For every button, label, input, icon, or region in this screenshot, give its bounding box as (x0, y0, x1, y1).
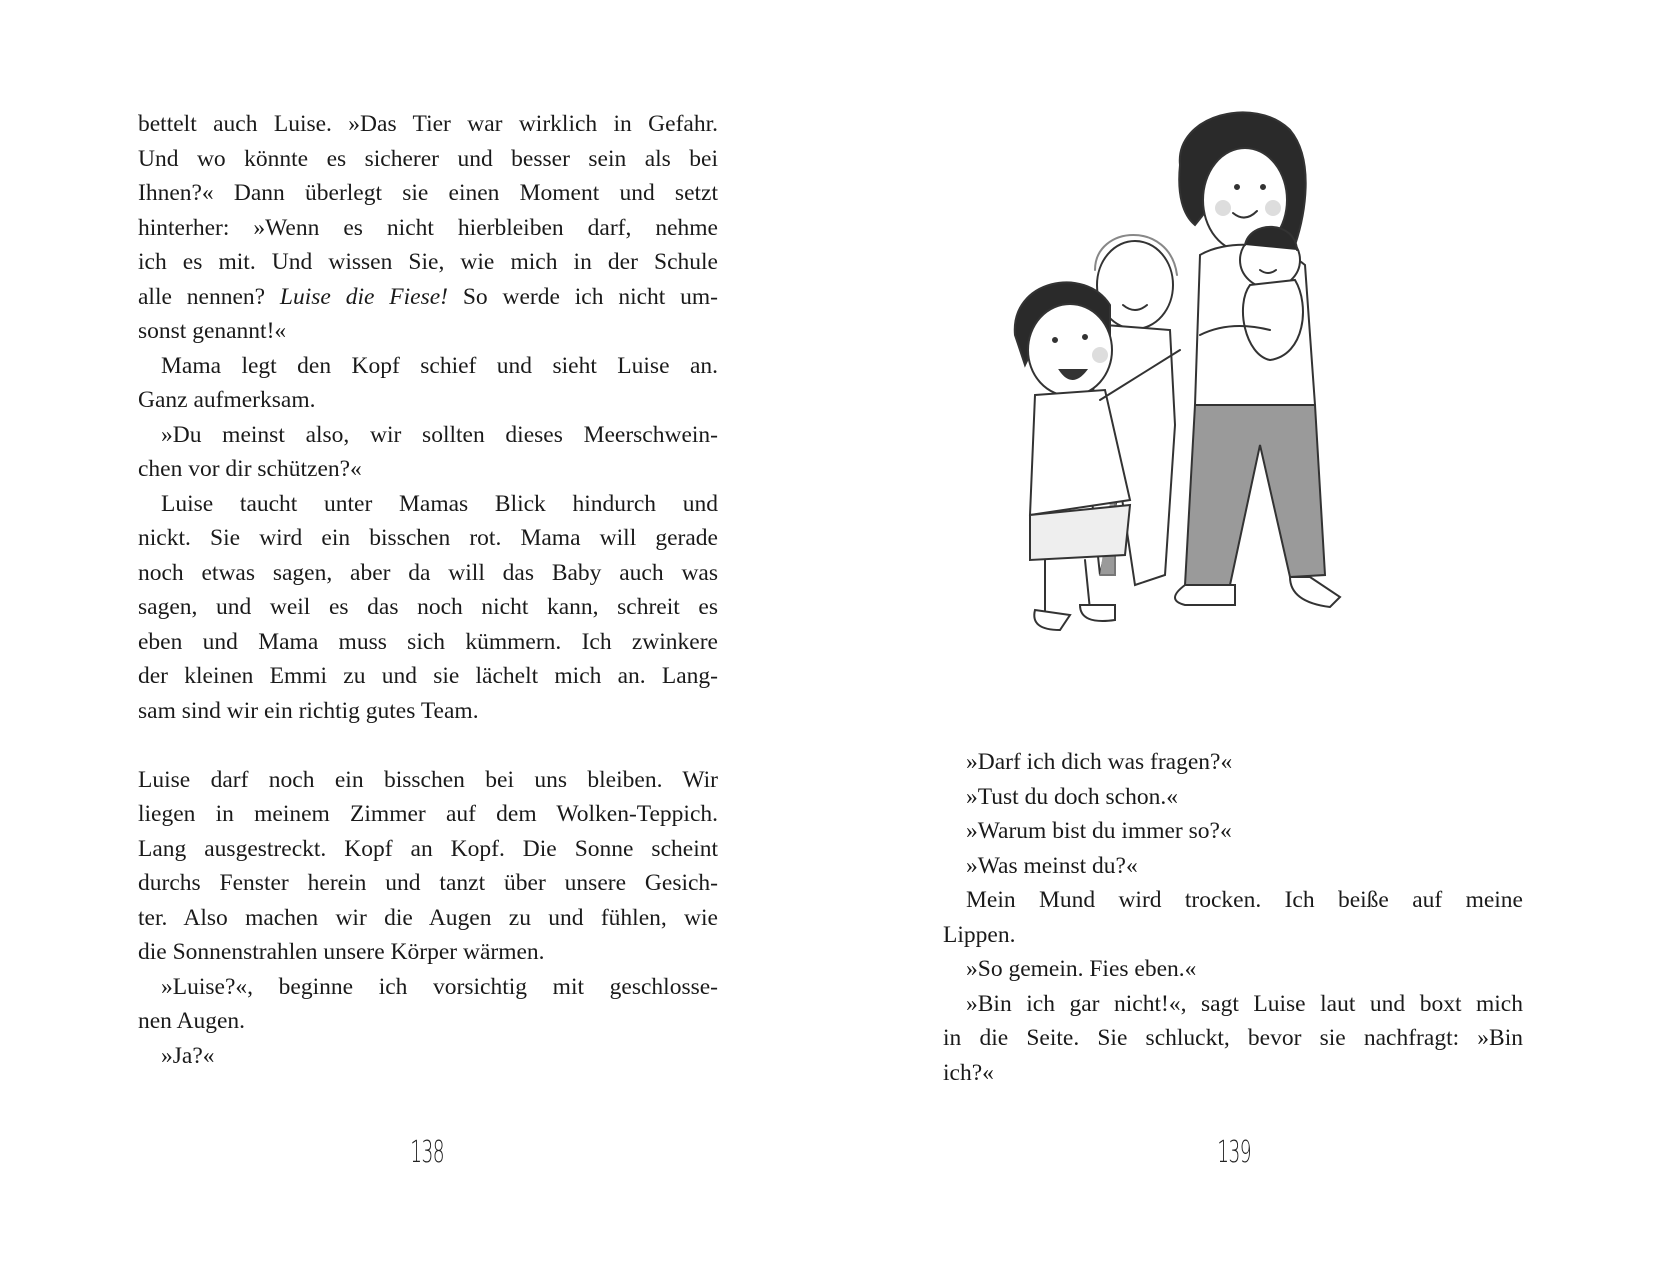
text-line: sagen, und weil es das noch nicht kann, schreit es (138, 594, 718, 620)
mother-pants (1185, 405, 1325, 585)
text-line: liegen in meinem Zimmer auf dem Wolken-Teppich. (138, 801, 718, 827)
paragraph (943, 883, 1523, 952)
text-line: durchs Fenster herein und tanzt über unsere Gesich- (138, 870, 718, 896)
text-line: eben und Mama muss sich kümmern. Ich zwinkere (138, 628, 718, 655)
text-line: der kleinen Emmi zu und sie lächelt mich an. Lang- (138, 663, 718, 689)
text-line: »Tust du doch schon.« (966, 783, 1178, 810)
text-line: Lippen. (943, 921, 1016, 948)
page-number-left: 138 (410, 1135, 444, 1170)
text-line: Ganz aufmerksam. (138, 387, 316, 413)
italic-text: Luise die Fiese! (279, 283, 448, 310)
paragraph (943, 849, 1523, 884)
text-line: in die Seite. Sie schluckt, bevor sie nachfragt: »Bin (943, 1025, 1523, 1051)
text-segment: alle nennen? (138, 283, 280, 310)
paragraph (138, 349, 718, 418)
text-line: Luise taucht unter Mamas Blick hindurch und (161, 490, 718, 517)
paragraph (138, 1039, 718, 1074)
text-line: ich?« (943, 1059, 994, 1086)
text-line: nen Augen. (138, 1008, 246, 1034)
paragraph (943, 780, 1523, 815)
paragraph (943, 952, 1523, 987)
text-line: »So gemein. Fies eben.« (966, 956, 1197, 982)
text-line: Und wo könnte es sicherer und besser sein als bei (138, 145, 718, 172)
text-line: hinterher: »Wenn es nicht hierbleiben darf, nehme (138, 214, 718, 241)
child-front-shorts (1030, 505, 1130, 560)
text-line: nickt. Sie wird ein bisschen rot. Mama will gerade (138, 525, 718, 551)
text-line: noch etwas sagen, aber da will das Baby auch was (138, 559, 718, 586)
text-line: chen vor dir schützen?« (138, 456, 362, 482)
paragraph (138, 763, 718, 970)
text-line: »Du meinst also, wir sollten dieses Meerschwein- (161, 421, 718, 448)
text-line: »Warum bist du immer so?« (966, 818, 1232, 844)
paragraph (138, 418, 718, 487)
text-line: sam sind wir ein richtig gutes Team. (138, 697, 479, 724)
text-line: »Bin ich gar nicht!«, sagt Luise laut und boxt mich (966, 990, 1523, 1017)
text-line: Ihnen?« Dann überlegt sie einen Moment und setzt (138, 180, 718, 206)
text-line: »Darf ich dich was fragen?« (966, 749, 1233, 775)
left-page-text (138, 107, 718, 1073)
text-line (138, 280, 718, 315)
text-line: ich es mit. Und wissen Sie, wie mich in der Schule (138, 249, 718, 275)
paragraph (943, 987, 1523, 1091)
right-page-text (943, 745, 1523, 1090)
text-line: Mama legt den Kopf schief und sieht Luise an. (161, 352, 718, 379)
text-line: »Was meinst du?« (966, 852, 1138, 879)
text-line: bettelt auch Luise. »Das Tier war wirklich in Gefahr. (138, 111, 718, 137)
text-line: »Luise?«, beginne ich vorsichtig mit geschlosse- (161, 973, 718, 1000)
text-line: Luise darf noch ein bisschen bei uns bleiben. Wir (138, 766, 718, 793)
text-line: Lang ausgestreckt. Kopf an Kopf. Die Sonne scheint (138, 835, 718, 862)
paragraph (943, 745, 1523, 780)
paragraph-break (138, 728, 718, 763)
text-line: »Ja?« (161, 1042, 215, 1069)
paragraph (138, 487, 718, 729)
paragraph (138, 107, 718, 349)
paragraph (138, 970, 718, 1039)
text-line: Mein Mund wird trocken. Ich beiße auf meine (966, 887, 1523, 913)
text-line: ter. Also machen wir die Augen zu und fühlen, wie (138, 904, 718, 931)
page-number-right: 139 (1217, 1135, 1251, 1170)
text-line: die Sonnenstrahlen unsere Körper wärmen. (138, 939, 545, 965)
family-illustration (1005, 105, 1425, 685)
text-line: sonst genannt!« (138, 318, 287, 344)
paragraph (943, 814, 1523, 849)
text-segment: So werde ich nicht um- (447, 283, 719, 310)
